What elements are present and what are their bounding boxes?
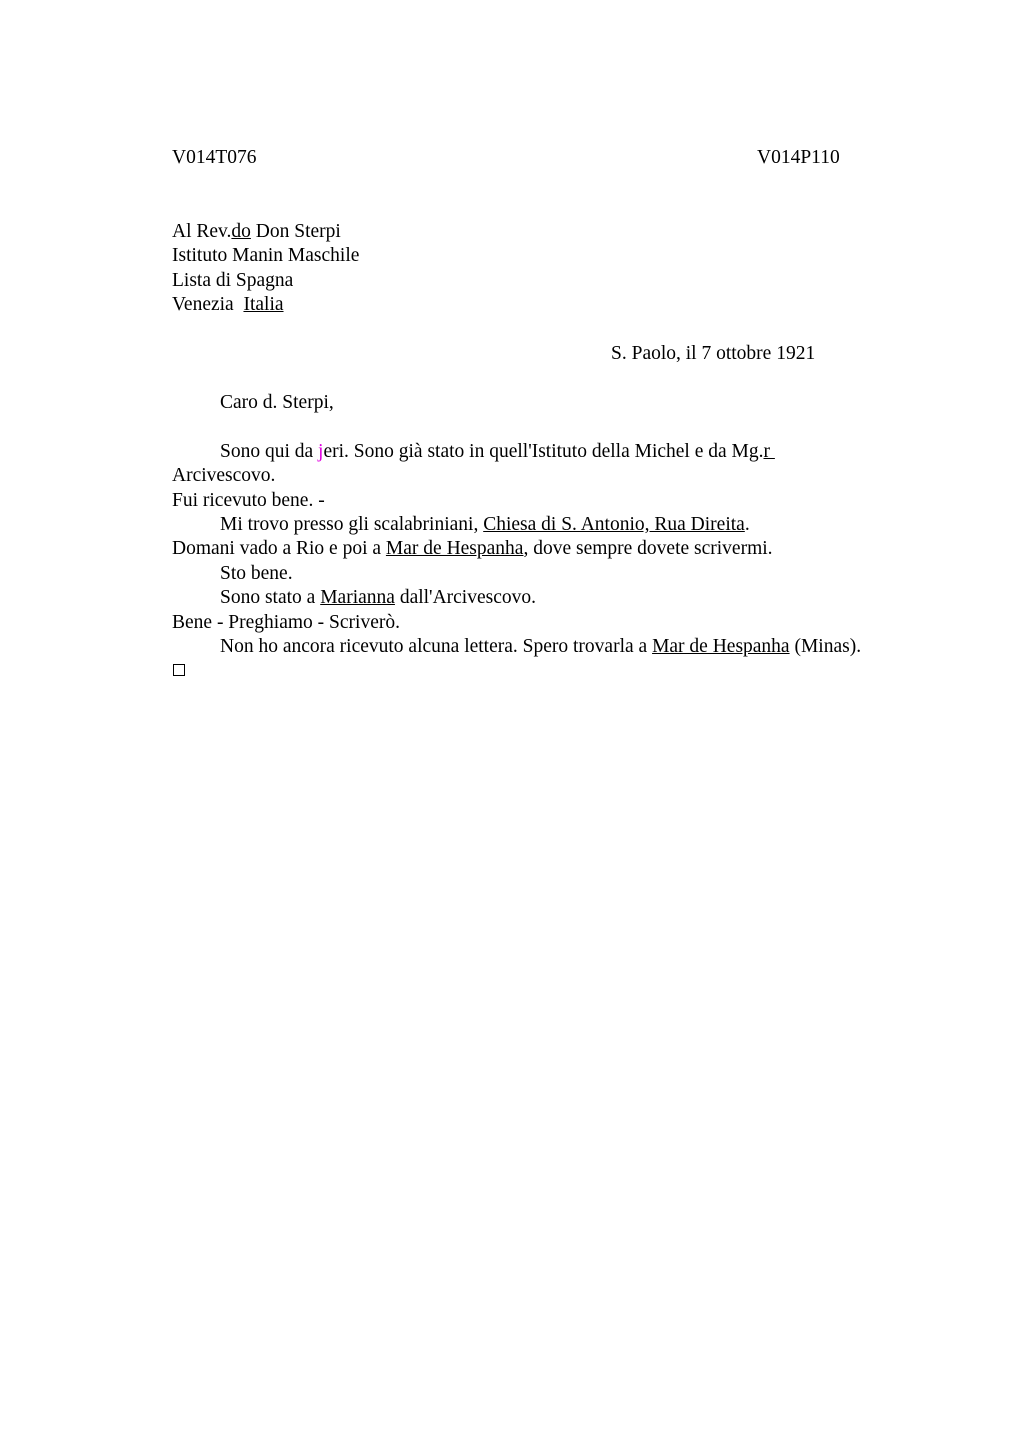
body-line-1: Sono qui da jeri. Sono già stato in quell'Istituto della Michel e da Mg.r bbox=[220, 441, 775, 462]
body-line-8: Bene - Preghiamo - Scriverò. bbox=[172, 612, 400, 633]
empty-square-icon bbox=[173, 664, 185, 676]
body-line-6: Sto bene. bbox=[220, 563, 293, 584]
body-line-5: Domani vado a Rio e poi a Mar de Hespanha, dove sempre dovete scrivermi. bbox=[172, 538, 773, 559]
dateline: S. Paolo, il 7 ottobre 1921 bbox=[611, 343, 816, 364]
document-code-left: V014T076 bbox=[172, 147, 257, 168]
address-line-1: Al Rev.do Don Sterpi bbox=[172, 221, 341, 242]
body-line-3: Fui ricevuto bene. - bbox=[172, 490, 325, 511]
document-code-right: V014P110 bbox=[757, 147, 840, 168]
salutation: Caro d. Sterpi, bbox=[220, 392, 334, 413]
address-line-4: Venezia Italia bbox=[172, 294, 284, 315]
body-line-7: Sono stato a Marianna dall'Arcivescovo. bbox=[220, 587, 536, 608]
body-line-9: Non ho ancora ricevuto alcuna lettera. Spero trovarla a Mar de Hespanha (Minas). bbox=[220, 636, 862, 657]
address-line-3: Lista di Spagna bbox=[172, 270, 294, 291]
body-line-2: Arcivescovo. bbox=[172, 465, 276, 486]
body-line-4: Mi trovo presso gli scalabriniani, Chiesa di S. Antonio, Rua Direita. bbox=[220, 514, 750, 535]
address-line-2: Istituto Manin Maschile bbox=[172, 245, 360, 266]
